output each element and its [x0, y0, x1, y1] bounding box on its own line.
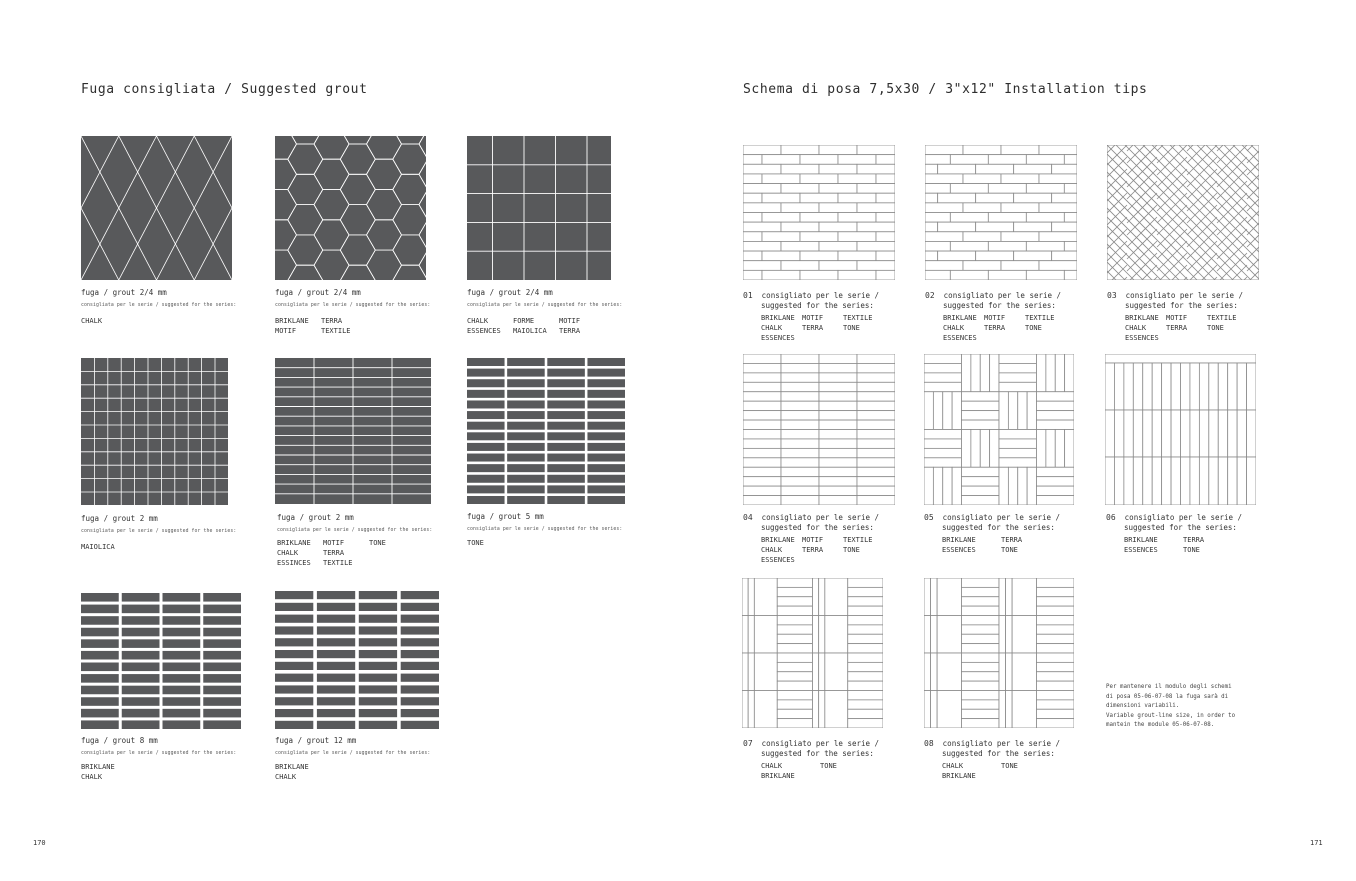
- swatch-5-grout: fuga / grout 2 mm: [277, 513, 354, 522]
- series-name: BRIKLANE: [277, 539, 311, 547]
- series-name: ESSENCES: [943, 334, 977, 342]
- series-name: BRIKLANE: [275, 763, 309, 771]
- caption-line1: consigliato per le serie /: [942, 513, 1061, 522]
- series-name: BRIKLANE: [1124, 536, 1158, 544]
- series-name: TEXTILE: [323, 559, 353, 567]
- pattern-05-caption: [924, 513, 1060, 555]
- series-name: CHALK: [275, 773, 297, 781]
- series-name: BRIKLANE: [761, 536, 795, 544]
- caption-line2: suggested for the series:: [942, 523, 1055, 532]
- pattern-06-caption: [1106, 513, 1242, 555]
- series-name: TONE: [820, 762, 837, 770]
- caption-line2: suggested for the series:: [1125, 301, 1238, 310]
- series-name: MOTIF: [984, 314, 1006, 322]
- caption-line1: consigliato per le serie /: [761, 291, 880, 300]
- series-name: BRIKLANE: [942, 772, 976, 780]
- swatch-1-series: [81, 316, 127, 346]
- caption-line1: consigliato per le serie /: [943, 291, 1062, 300]
- swatch-2-series: [275, 316, 367, 336]
- series-name: MAIOLICA: [81, 543, 115, 551]
- series-name: TEXTILE: [843, 536, 873, 544]
- caption-line1: consigliato per le serie /: [942, 739, 1061, 748]
- series-name: TERRA: [802, 324, 824, 332]
- pattern-number: 06: [1106, 513, 1116, 522]
- series-name: TONE: [1001, 546, 1018, 554]
- series-name: BRIKLANE: [81, 763, 115, 771]
- series-name: BRIKLANE: [1125, 314, 1159, 322]
- swatch-6-suggested: consigliata per le serie / suggested for the series:: [467, 527, 623, 532]
- pattern-series: [743, 313, 884, 343]
- series-name: ESSENCES: [1124, 546, 1158, 554]
- series-name: TEXTILE: [321, 327, 351, 335]
- page-number-left: 170: [33, 839, 46, 847]
- note-line: Variable grout-line size, in order to: [1106, 712, 1236, 719]
- swatch-brick-12mm-image: [275, 591, 439, 729]
- series-name: CHALK: [467, 317, 489, 325]
- series-name: TONE: [467, 539, 484, 547]
- caption-line2: suggested for the series:: [1124, 523, 1237, 532]
- series-name: TERRA: [321, 317, 343, 325]
- series-name: CHALK: [81, 773, 103, 781]
- pattern-series: [925, 313, 1066, 343]
- pattern-number: 01: [743, 291, 753, 300]
- left-page-title: Fuga consigliata / Suggested grout: [81, 82, 368, 97]
- swatch-2-suggested: consigliata per le serie / suggested for the series:: [275, 303, 431, 308]
- pattern-04-stacked-image: [743, 354, 895, 505]
- swatch-2-grout: fuga / grout 2/4 mm: [275, 288, 361, 297]
- series-name: CHALK: [942, 762, 964, 770]
- note-line: mantein the module 05-06-07-08.: [1106, 722, 1215, 729]
- pattern-03-caption: [1107, 291, 1248, 343]
- swatch-1-grout: fuga / grout 2/4 mm: [81, 288, 167, 297]
- pattern-series: [1107, 313, 1248, 343]
- swatch-5-suggested: consigliata per le serie / suggested for the series:: [277, 528, 433, 533]
- series-name: CHALK: [1125, 324, 1147, 332]
- swatch-7-suggested: consigliata per le serie / suggested for the series:: [81, 751, 237, 756]
- caption-line2: suggested for the series:: [761, 523, 874, 532]
- pattern-02-third-offset-image: [925, 145, 1077, 280]
- swatch-mosaic-image: [81, 358, 228, 505]
- series-name: FORME: [513, 317, 535, 325]
- series-name: TONE: [1025, 324, 1042, 332]
- pattern-08-caption: [924, 739, 1060, 781]
- swatch-3-series: [467, 316, 605, 336]
- series-name: TEXTILE: [1207, 314, 1237, 322]
- pattern-series: [1106, 535, 1242, 555]
- series-name: ESSENCES: [761, 334, 795, 342]
- swatch-diamond-image: [81, 136, 232, 280]
- series-name: TERRA: [802, 546, 824, 554]
- series-name: CHALK: [761, 324, 783, 332]
- pattern-08-mixed-image: [924, 578, 1074, 728]
- swatch-3-grout: fuga / grout 2/4 mm: [467, 288, 553, 297]
- pattern-number: 08: [924, 739, 934, 748]
- series-name: CHALK: [761, 762, 783, 770]
- swatch-hexagon-image: [275, 136, 426, 280]
- caption-line2: suggested for the series:: [942, 749, 1055, 758]
- pattern-number: 02: [925, 291, 935, 300]
- series-name: BRIKLANE: [275, 317, 309, 325]
- pattern-01-caption: [743, 291, 884, 343]
- swatch-brick-5mm-image: [467, 358, 625, 504]
- swatch-8-suggested: consigliata per le serie / suggested for the series:: [275, 751, 431, 756]
- pattern-number: 04: [743, 513, 753, 522]
- series-name: TERRA: [1166, 324, 1188, 332]
- swatch-6-series: [467, 538, 513, 568]
- series-name: ESSENCES: [761, 556, 795, 564]
- pattern-06-vertical-stack-image: [1105, 354, 1256, 505]
- series-name: BRIKLANE: [761, 772, 795, 780]
- swatch-5-series: [277, 538, 415, 568]
- series-name: TONE: [1001, 762, 1018, 770]
- series-name: TEXTILE: [843, 314, 873, 322]
- swatch-7-grout: fuga / grout 8 mm: [81, 736, 158, 745]
- series-name: MOTIF: [559, 317, 581, 325]
- pattern-01-offset-image: [743, 145, 895, 280]
- swatch-brick-8mm-image: [81, 593, 241, 729]
- series-name: TEXTILE: [1025, 314, 1055, 322]
- series-name: BRIKLANE: [943, 314, 977, 322]
- caption-line1: consigliato per le serie /: [761, 513, 880, 522]
- page-number-right: 171: [1310, 839, 1323, 847]
- series-name: BRIKLANE: [942, 536, 976, 544]
- swatch-6-grout: fuga / grout 5 mm: [467, 512, 544, 521]
- swatch-1-suggested: consigliata per le serie / suggested for the series:: [81, 303, 237, 308]
- series-name: ESSINCES: [277, 559, 311, 567]
- pattern-series: [743, 535, 884, 565]
- series-name: TERRA: [984, 324, 1006, 332]
- swatch-8-grout: fuga / grout 12 mm: [275, 736, 357, 745]
- swatch-square-image: [467, 136, 611, 280]
- pattern-02-caption: [925, 291, 1066, 343]
- series-name: ESSENCES: [1125, 334, 1159, 342]
- series-name: CHALK: [761, 546, 783, 554]
- note-line: Per mantenere il modulo degli schemi: [1106, 684, 1232, 690]
- swatch-3-suggested: consigliata per le serie / suggested for the series:: [467, 303, 623, 308]
- series-name: TERRA: [323, 549, 345, 557]
- series-name: ESSENCES: [467, 327, 501, 335]
- series-name: CHALK: [943, 324, 965, 332]
- pattern-number: 03: [1107, 291, 1117, 300]
- pattern-number: 07: [743, 739, 753, 748]
- series-name: TONE: [843, 324, 860, 332]
- series-name: TONE: [1183, 546, 1200, 554]
- caption-line1: consigliato per le serie /: [1124, 513, 1243, 522]
- pattern-07-caption: [743, 739, 879, 781]
- series-name: CHALK: [277, 549, 299, 557]
- pattern-series: [924, 761, 1060, 781]
- series-name: TERRA: [559, 327, 581, 335]
- series-name: CHALK: [81, 317, 103, 325]
- pattern-05-basketweave-image: [924, 354, 1074, 505]
- swatch-8-series: [275, 762, 321, 792]
- note-line: di posa 05-06-07-08 la fuga sarà di: [1106, 693, 1229, 700]
- pattern-03-herringbone-image: [1107, 145, 1259, 280]
- series-name: MOTIF: [802, 536, 824, 544]
- pattern-number: 05: [924, 513, 934, 522]
- series-name: TERRA: [1001, 536, 1023, 544]
- series-name: MOTIF: [275, 327, 297, 335]
- series-name: MOTIF: [802, 314, 824, 322]
- pattern-04-caption: [743, 513, 884, 565]
- series-name: MOTIF: [323, 539, 345, 547]
- caption-line2: suggested for the series:: [943, 301, 1056, 310]
- series-name: ESSENCES: [942, 546, 976, 554]
- pattern-series: [924, 535, 1060, 555]
- right-page-title: Schema di posa 7,5x30 / 3"x12" Installation tips: [743, 82, 1148, 97]
- caption-line2: suggested for the series:: [761, 301, 874, 310]
- series-name: TERRA: [1183, 536, 1205, 544]
- series-name: BRIKLANE: [761, 314, 795, 322]
- pattern-07-mixed-image: [742, 578, 883, 728]
- series-name: MAIOLICA: [513, 327, 547, 335]
- swatch-4-series: [81, 542, 127, 572]
- note-line: dimensioni variabili.: [1106, 703, 1180, 710]
- swatch-7-series: [81, 762, 127, 792]
- series-name: TONE: [369, 539, 386, 547]
- grout-note: [1106, 683, 1256, 731]
- series-name: MOTIF: [1166, 314, 1188, 322]
- caption-line1: consigliato per le serie /: [1125, 291, 1244, 300]
- caption-line2: suggested for the series:: [761, 749, 874, 758]
- caption-line1: consigliato per le serie /: [761, 739, 880, 748]
- swatch-brick-2mm-image: [275, 358, 431, 504]
- series-name: TONE: [1207, 324, 1224, 332]
- pattern-series: [743, 761, 879, 781]
- swatch-4-suggested: consigliata per le serie / suggested for the series:: [81, 529, 237, 534]
- series-name: TONE: [843, 546, 860, 554]
- swatch-4-grout: fuga / grout 2 mm: [81, 514, 158, 523]
